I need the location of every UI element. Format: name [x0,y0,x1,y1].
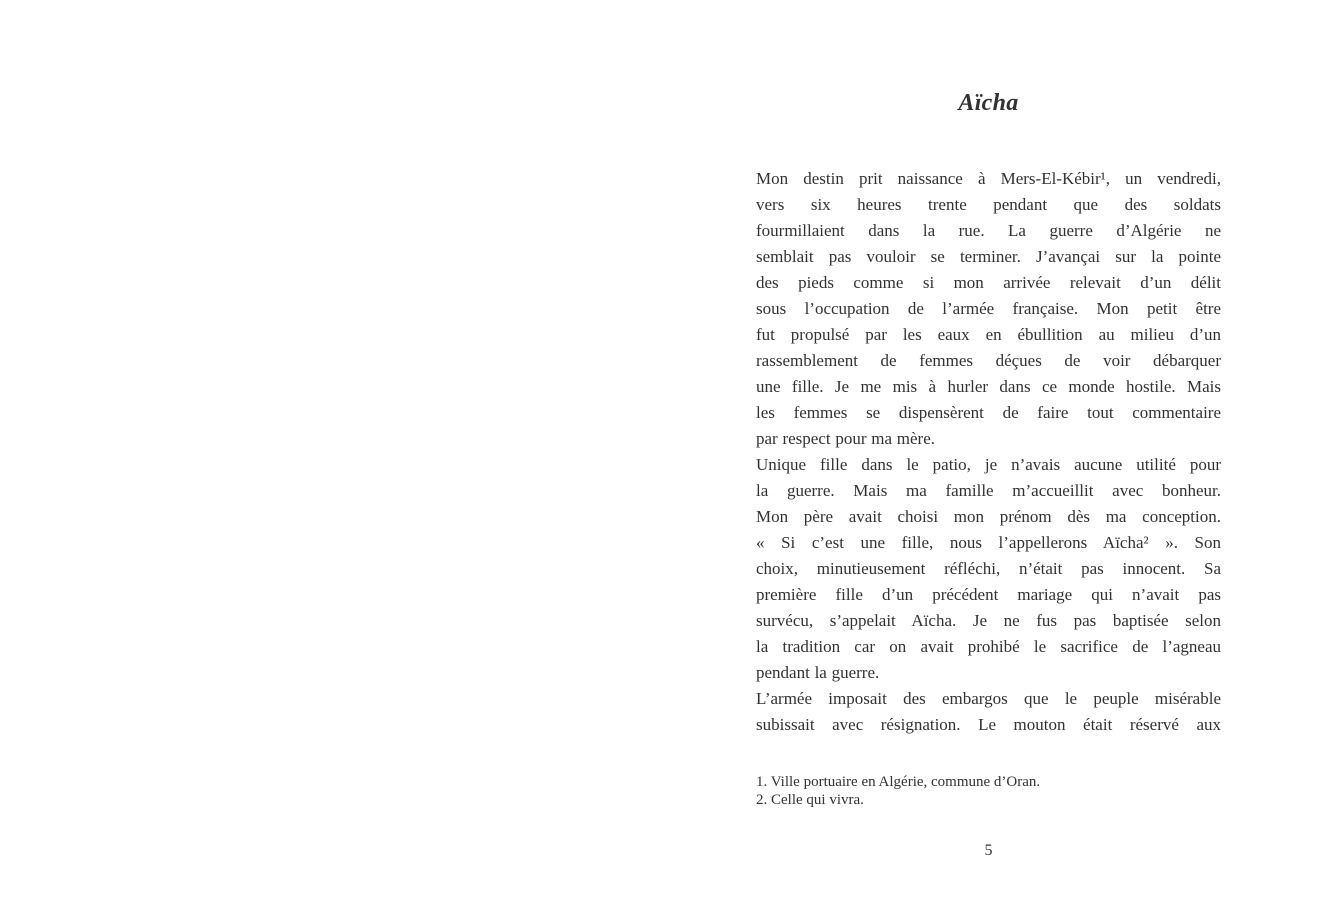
text-line: vers six heures trente pendant que des soldats [756,195,1221,214]
text-line: les femmes se dispensèrent de faire tout commentaire [756,403,1221,422]
page-number: 5 [984,842,993,859]
footnotes [756,773,1221,809]
text-line: une fille. Je me mis à hurler dans ce monde hostile. Mais [756,377,1221,396]
text-line: « Si c’est une fille, nous l’appellerons Aïcha² ». Son [756,533,1221,552]
footnote: 2. Celle qui vivra. [756,792,864,808]
text-line: fut propulsé par les eaux en ébullition au milieu d’un [756,325,1221,344]
text-line: sous l’occupation de l’armée française. Mon petit être [756,299,1221,318]
text-line: L’armée imposait des embargos que le peuple misérable [756,689,1221,708]
text-line: subissait avec résignation. Le mouton était réservé aux [756,715,1221,734]
text-line: semblait pas vouloir se terminer. J’avançai sur la pointe [756,247,1221,266]
text-line: pendant la guerre. [756,663,880,682]
text-line: la guerre. Mais ma famille m’accueillit avec bonheur. [756,481,1221,500]
text-line: des pieds comme si mon arrivée relevait d’un délit [756,273,1221,292]
text-line: choix, minutieusement réfléchi, n’était pas innocent. Sa [756,559,1221,578]
text-line: Unique fille dans le patio, je n’avais aucune utilité pour [756,455,1221,474]
text-line: fourmillaient dans la rue. La guerre d’Algérie ne [756,221,1221,240]
text-line: la tradition car on avait prohibé le sacrifice de l’agneau [756,637,1221,656]
text-line: rassemblement de femmes déçues de voir débarquer [756,351,1221,370]
text-line: par respect pour ma mère. [756,429,935,448]
body-text [756,166,1221,738]
text-line: survécu, s’appelait Aïcha. Je ne fus pas baptisée selon [756,611,1221,630]
chapter-title: Aïcha [958,90,1019,116]
footnote: 1. Ville portuaire en Algérie, commune d’Oran. [756,774,1041,790]
text-line: Mon père avait choisi mon prénom dès ma conception. [756,507,1221,526]
text-line: première fille d’un précédent mariage qui n’avait pas [756,585,1221,604]
text-line: Mon destin prit naissance à Mers-El-Kébir¹, un vendredi, [756,169,1221,188]
text-column [756,0,1221,903]
